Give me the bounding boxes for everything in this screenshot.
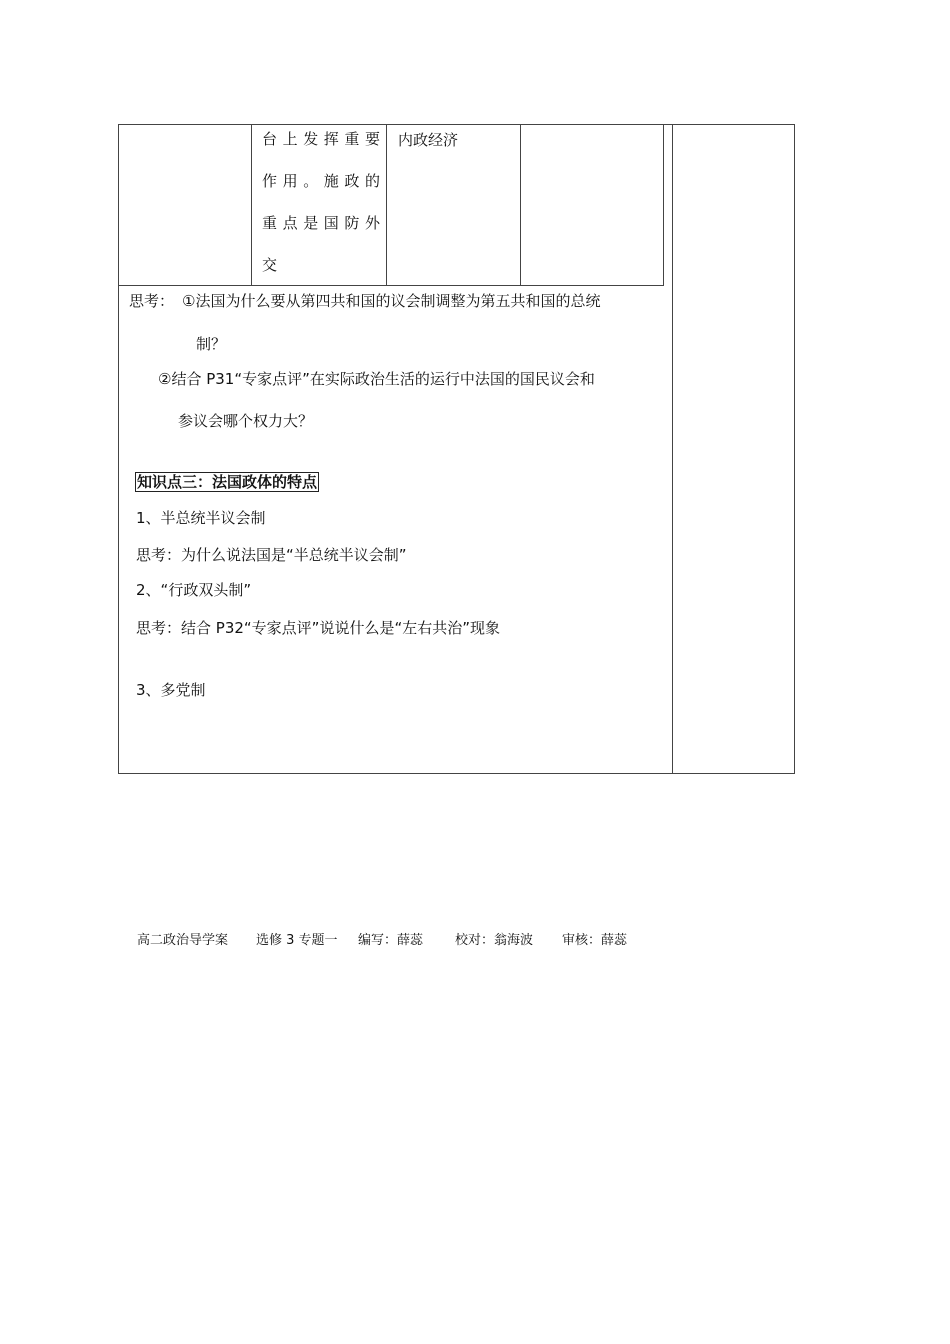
think1-line2: 制？ <box>196 335 227 353</box>
footer-reviewer: 审核：薛蕊 <box>562 933 628 948</box>
cell2-line-2: 作用。施政的 <box>262 172 380 190</box>
footer-proofreader: 校对：翁海波 <box>455 933 534 948</box>
think2-line2: 参议会哪个权力大？ <box>178 412 314 430</box>
comparison-table <box>118 124 664 286</box>
cell2-line-3: 重点是国防外 <box>262 214 380 232</box>
footer-module: 选修 3 专题一 <box>256 933 338 948</box>
section3-item2: 2、“行政双头制” <box>136 581 252 599</box>
cell3-text: 内政经济 <box>398 131 459 149</box>
section3-heading: 知识点三：法国政体的特点 <box>137 473 318 491</box>
section3-question1: 思考：为什么说法国是“半总统半议会制” <box>136 546 407 564</box>
section3-question2: 思考：结合 P32“专家点评”说说什么是“左右共治”现象 <box>136 619 500 637</box>
think1-line1: ①法国为什么要从第四共和国的议会制调整为第五共和国的总统 <box>182 292 601 310</box>
think1-prefix: 思考： <box>129 292 175 310</box>
section3-item1: 1、半总统半议会制 <box>136 509 266 527</box>
table-cell-4 <box>521 124 664 286</box>
cell2-line-1: 台上发挥重要 <box>262 130 380 148</box>
notes-column-divider <box>672 124 673 774</box>
table-cell-3 <box>387 124 521 286</box>
footer-editor: 编写：薛蕊 <box>358 933 424 948</box>
cell2-line-4: 交 <box>262 256 278 274</box>
section3-item3: 3、多党制 <box>136 681 206 699</box>
footer-course: 高二政治导学案 <box>137 933 229 948</box>
table-cell-1 <box>118 124 252 286</box>
think2-line1: ②结合 P31“专家点评”在实际政治生活的运行中法国的国民议会和 <box>158 370 595 388</box>
table-cell-2 <box>252 124 387 286</box>
